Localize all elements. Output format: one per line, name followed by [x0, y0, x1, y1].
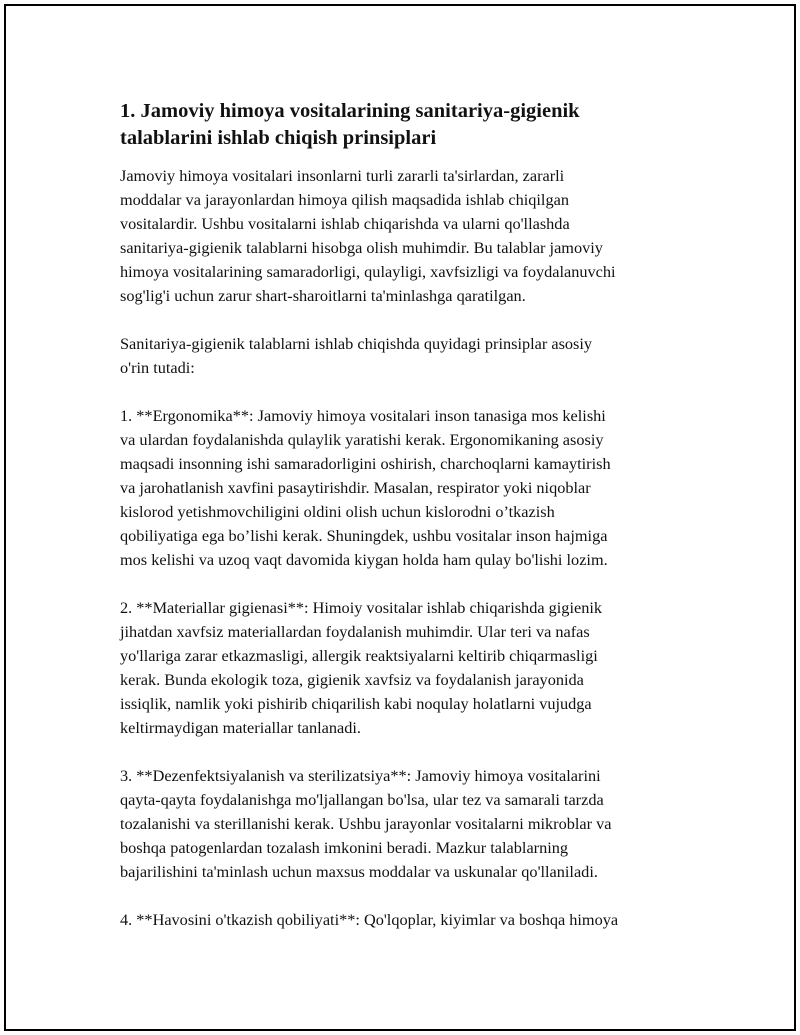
text-line: kerak. Bunda ekologik toza, gigienik xavfsiz va foydalanish jarayonida — [120, 670, 584, 689]
text-line: o'rin tutadi: — [120, 358, 195, 377]
text-line: moddalar va jarayonlardan himoya qilish maqsadida ishlab chiqilgan — [120, 190, 569, 209]
text-line: himoya vositalarining samaradorligi, qulayligi, xavfsizligi va foydalanuvchi — [120, 262, 616, 281]
text-line: qobiliyatiga ega bo’lishi kerak. Shuningdek, ushbu vositalar inson hajmiga — [120, 526, 608, 545]
text-line: va jarohatlanish xavfini pasaytirishdir. Masalan, respirator yoki niqoblar — [120, 478, 591, 497]
paragraph-principles-intro — [120, 332, 700, 380]
document-body — [120, 98, 700, 956]
text-line: sog'lig'i uchun zarur shart-sharoitlarni ta'minlashga qaratilgan. — [120, 286, 526, 305]
paragraph-disinfection — [120, 764, 700, 884]
text-line: 4. **Havosini o'tkazish qobiliyati**: Qo'lqoplar, kiyimlar va boshqa himoya — [120, 910, 619, 929]
text-line: 1. **Ergonomika**: Jamoviy himoya vositalari inson tanasiga mos kelishi — [120, 406, 606, 425]
heading-line: 1. Jamoviy himoya vositalarining sanitariya-gigienik — [120, 100, 580, 122]
text-line: qayta-qayta foydalanishga mo'ljallangan bo'lsa, ular tez va samarali tarzda — [120, 790, 604, 809]
text-line: issiqlik, namlik yoki pishirib chiqarilish kabi noqulay holatlarni vujudga — [120, 694, 592, 713]
text-line: vositalardir. Ushbu vositalarni ishlab chiqarishda va ularni qo'llashda — [120, 214, 570, 233]
text-line: 2. **Materiallar gigienasi**: Himoiy vositalar ishlab chiqarishda gigienik — [120, 598, 602, 617]
text-line: Jamoviy himoya vositalari insonlarni turli zararli ta'sirlardan, zararli — [120, 166, 565, 185]
text-line: bajarilishini ta'minlash uchun maxsus moddalar va uskunalar qo'llaniladi. — [120, 862, 598, 881]
text-line: sanitariya-gigienik talablarni hisobga olish muhimdir. Bu talablar jamoviy — [120, 238, 603, 257]
text-line: maqsadi insonning ishi samaradorligini oshirish, charchoqlarni kamaytirish — [120, 454, 611, 473]
paragraph-ergonomics — [120, 404, 700, 572]
text-line: jihatdan xavfsiz materiallardan foydalanish muhimdir. Ular teri va nafas — [120, 622, 590, 641]
paragraph-intro — [120, 164, 700, 308]
text-line: tozalanishi va sterillanishi kerak. Ushbu jarayonlar vositalarni mikroblar va — [120, 814, 612, 833]
text-line: keltirmaydigan materiallar tanlanadi. — [120, 718, 361, 737]
text-line: mos kelishi va uzoq vaqt davomida kiygan holda ham qulay bo'lishi lozim. — [120, 550, 608, 569]
section-heading — [120, 98, 700, 152]
page-frame — [4, 4, 796, 1031]
text-line: boshqa patogenlardan tozalash imkonini beradi. Mazkur talablarning — [120, 838, 569, 857]
text-line: va ulardan foydalanishda qulaylik yaratishi kerak. Ergonomikaning asosiy — [120, 430, 604, 449]
paragraph-materials — [120, 596, 700, 740]
paragraph-breathability — [120, 908, 700, 932]
heading-line: talablarini ishlab chiqish prinsiplari — [120, 127, 437, 149]
text-line: kislorod yetishmovchiligini oldini olish uchun kislorodni o’tkazish — [120, 502, 555, 521]
text-line: Sanitariya-gigienik talablarni ishlab chiqishda quyidagi prinsiplar asosiy — [120, 334, 593, 353]
text-line: 3. **Dezenfektsiyalanish va sterilizatsiya**: Jamoviy himoya vositalarini — [120, 766, 601, 785]
text-line: yo'llariga zarar etkazmasligi, allergik reaktsiyalarni keltirib chiqarmasligi — [120, 646, 598, 665]
